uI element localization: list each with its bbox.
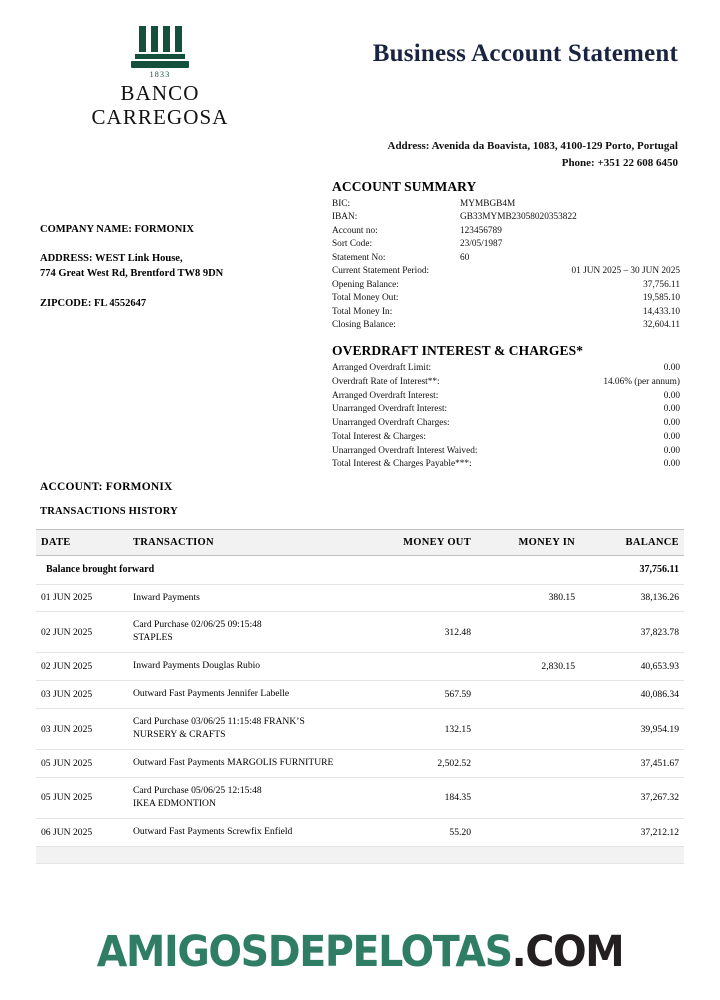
bank-founded-year: 1833 bbox=[149, 70, 171, 79]
table-footer-band bbox=[36, 846, 684, 863]
account-name-line: ACCOUNT: FORMONIX bbox=[40, 481, 173, 493]
brought-forward-label: Balance brought forward bbox=[36, 556, 379, 585]
transaction-balance: 38,136.26 bbox=[587, 584, 684, 612]
transaction-description-line1: Outward Fast Payments Jennifer Labelle bbox=[133, 688, 290, 700]
overdraft-row-label: Unarranged Overdraft Charges: bbox=[332, 418, 450, 428]
classical-column-icon bbox=[131, 26, 189, 68]
transaction-description bbox=[123, 778, 379, 819]
column-header-money-in: MONEY IN bbox=[483, 530, 587, 556]
transaction-description bbox=[123, 709, 379, 750]
transaction-date: 06 JUN 2025 bbox=[36, 818, 123, 846]
account-summary-heading: ACCOUNT SUMMARY bbox=[332, 179, 477, 194]
summary-row-value: 14,433.10 bbox=[642, 306, 680, 317]
table-row bbox=[36, 584, 684, 612]
summary-row-label: Closing Balance: bbox=[332, 320, 396, 331]
transaction-money-out: 132.15 bbox=[379, 709, 483, 750]
summary-row-value: 01 JUN 2025 – 30 JUN 2025 bbox=[571, 266, 680, 277]
bank-name-line2: CARREGOSA bbox=[91, 104, 229, 129]
overdraft-row-value: 14.06% (per annum) bbox=[603, 376, 680, 387]
overdraft-row bbox=[332, 458, 680, 472]
summary-row-label: Current Statement Period: bbox=[332, 266, 430, 277]
transaction-description-line1: Card Purchase 03/06/25 11:15:48 FRANK’S bbox=[133, 716, 305, 728]
transaction-money-out bbox=[379, 653, 483, 681]
transaction-balance: 37,451.67 bbox=[587, 750, 684, 778]
bank-logo bbox=[40, 26, 280, 129]
transaction-description-line1: Outward Fast Payments Screwfix Enfield bbox=[133, 825, 293, 837]
brought-forward-money-in bbox=[483, 556, 587, 585]
overdraft-row-value: 0.00 bbox=[663, 431, 680, 442]
overdraft-row bbox=[332, 403, 680, 417]
watermark-tld-text: .COM bbox=[511, 927, 624, 977]
transaction-date: 05 JUN 2025 bbox=[36, 778, 123, 819]
transactions-history-title: TRANSACTIONS HISTORY bbox=[40, 506, 178, 517]
table-row bbox=[36, 818, 684, 846]
summary-row bbox=[332, 211, 680, 224]
summary-row-label: Total Money Out: bbox=[332, 293, 399, 304]
transaction-description bbox=[123, 612, 379, 653]
column-header-transaction: TRANSACTION bbox=[123, 530, 379, 556]
column-header-money-out: MONEY OUT bbox=[379, 530, 483, 556]
table-footer-band-cell bbox=[36, 846, 684, 863]
transaction-description-line1: Card Purchase 05/06/25 12:15:48 bbox=[133, 785, 262, 796]
summary-row-value: GB33MYMB23058020353822 bbox=[460, 212, 577, 223]
summary-row bbox=[332, 319, 680, 332]
summary-row-value: MYMBGB4M bbox=[460, 199, 516, 209]
overdraft-row-value: 0.00 bbox=[663, 390, 680, 401]
table-row bbox=[36, 709, 684, 750]
transaction-money-in: 380.15 bbox=[483, 584, 587, 612]
overdraft-heading: OVERDRAFT INTEREST & CHARGES* bbox=[332, 343, 584, 358]
summary-row-value: 123456789 bbox=[460, 225, 502, 236]
overdraft-row-label: Total Interest & Charges Payable***: bbox=[332, 459, 472, 470]
overdraft-row-label: Unarranged Overdraft Interest: bbox=[332, 404, 448, 415]
transaction-description bbox=[123, 818, 379, 846]
transaction-date: 02 JUN 2025 bbox=[36, 653, 123, 681]
summary-row-value: 19,585.10 bbox=[642, 293, 680, 304]
transaction-balance: 39,954.19 bbox=[587, 709, 684, 750]
transaction-money-in bbox=[483, 709, 587, 750]
overdraft-row-value: 0.00 bbox=[663, 363, 680, 373]
summary-row-value: 37,756.11 bbox=[643, 279, 680, 290]
transaction-money-out: 55.20 bbox=[379, 818, 483, 846]
account-summary-rows bbox=[332, 198, 680, 333]
table-header-row bbox=[36, 530, 684, 556]
table-row bbox=[36, 612, 684, 653]
brought-forward-balance: 37,756.11 bbox=[587, 556, 684, 585]
summary-row bbox=[332, 198, 680, 211]
overdraft-row-value: 0.00 bbox=[663, 445, 680, 456]
bank-address-line: Address: Avenida da Boavista, 1083, 4100-129 Porto, Portugal bbox=[387, 140, 678, 152]
transaction-money-in: 2,830.15 bbox=[483, 653, 587, 681]
transaction-description-line2: NURSERY & CRAFTS bbox=[133, 729, 226, 741]
transaction-description bbox=[123, 584, 379, 612]
overdraft-row-label: Unarranged Overdraft Interest Waived: bbox=[332, 445, 478, 456]
transaction-date: 02 JUN 2025 bbox=[36, 612, 123, 653]
overdraft-row bbox=[332, 417, 680, 431]
transaction-money-in bbox=[483, 681, 587, 709]
table-row bbox=[36, 681, 684, 709]
transaction-description bbox=[123, 653, 379, 681]
bank-address-block bbox=[388, 138, 679, 172]
summary-row-value: 23/05/1987 bbox=[460, 239, 503, 250]
overdraft-panel bbox=[332, 343, 680, 472]
overdraft-row bbox=[332, 390, 680, 404]
transaction-description-line2: STAPLES bbox=[133, 632, 173, 644]
transaction-money-out: 312.48 bbox=[379, 612, 483, 653]
bank-phone-line: Phone: +351 22 608 6450 bbox=[561, 157, 678, 170]
summary-row bbox=[332, 279, 680, 292]
overdraft-row-value: 0.00 bbox=[663, 418, 680, 428]
summary-row-label: Total Money In: bbox=[332, 306, 393, 317]
summary-row bbox=[332, 306, 680, 319]
overdraft-row bbox=[332, 362, 680, 376]
overdraft-row-label: Arranged Overdraft Interest: bbox=[332, 390, 439, 401]
transaction-date: 03 JUN 2025 bbox=[36, 709, 123, 750]
page-title: Business Account Statement bbox=[372, 40, 678, 67]
overdraft-rows bbox=[332, 362, 680, 472]
transaction-description bbox=[123, 681, 379, 709]
transaction-description-line1: Inward Payments Douglas Rubio bbox=[133, 660, 261, 672]
transaction-balance: 37,267.32 bbox=[587, 778, 684, 819]
transaction-balance: 40,086.34 bbox=[587, 681, 684, 709]
brought-forward-money-out bbox=[379, 556, 483, 585]
transaction-money-in bbox=[483, 612, 587, 653]
transaction-description-line1: Inward Payments bbox=[133, 591, 200, 603]
balance-brought-forward-row bbox=[36, 556, 684, 585]
transaction-description-line1: Card Purchase 02/06/25 09:15:48 bbox=[133, 619, 262, 631]
transaction-balance: 37,212.12 bbox=[587, 818, 684, 846]
overdraft-row-value: 0.00 bbox=[663, 404, 680, 415]
customer-company-name: COMPANY NAME: FORMONIX bbox=[40, 224, 194, 235]
transaction-balance: 37,823.78 bbox=[587, 612, 684, 653]
transaction-money-in bbox=[483, 750, 587, 778]
summary-row-label: Sort Code: bbox=[332, 239, 373, 250]
bank-name-line1: BANCO bbox=[120, 81, 200, 105]
overdraft-row-label: Arranged Overdraft Limit: bbox=[332, 363, 432, 373]
summary-row-label: Statement No: bbox=[332, 252, 386, 263]
table-row bbox=[36, 750, 684, 778]
customer-details bbox=[40, 222, 320, 311]
overdraft-row bbox=[332, 376, 680, 390]
transactions-table bbox=[36, 529, 684, 864]
summary-row-value: 60 bbox=[460, 252, 470, 263]
overdraft-row bbox=[332, 445, 680, 459]
summary-row bbox=[332, 238, 680, 251]
summary-row-label: IBAN: bbox=[332, 212, 358, 223]
customer-address-line2: 774 Great West Rd, Brentford TW8 9DN bbox=[40, 268, 224, 280]
transaction-date: 03 JUN 2025 bbox=[36, 681, 123, 709]
summary-row bbox=[332, 225, 680, 238]
table-row bbox=[36, 778, 684, 819]
overdraft-row-label: Total Interest & Charges: bbox=[332, 431, 426, 442]
summary-row bbox=[332, 292, 680, 305]
transaction-money-out: 2,502.52 bbox=[379, 750, 483, 778]
document-header bbox=[0, 0, 720, 130]
overdraft-row-label: Overdraft Rate of Interest**: bbox=[332, 376, 440, 387]
summary-row bbox=[332, 252, 680, 265]
transaction-date: 01 JUN 2025 bbox=[36, 584, 123, 612]
customer-address-line1: ADDRESS: WEST Link House, bbox=[40, 253, 183, 265]
summary-row-value: 32,604.11 bbox=[643, 320, 680, 331]
transactions-table-body bbox=[36, 556, 684, 864]
transaction-money-in bbox=[483, 818, 587, 846]
transaction-money-out: 184.35 bbox=[379, 778, 483, 819]
transaction-date: 05 JUN 2025 bbox=[36, 750, 123, 778]
column-header-date: DATE bbox=[36, 530, 123, 556]
column-header-balance: BALANCE bbox=[587, 530, 684, 556]
watermark-main-text: AMIGOSDEPELOTAS bbox=[96, 927, 512, 977]
transaction-balance: 40,653.93 bbox=[587, 653, 684, 681]
overdraft-row-value: 0.00 bbox=[663, 459, 680, 470]
transaction-description bbox=[123, 750, 379, 778]
transaction-description-line1: Outward Fast Payments MARGOLIS FURNITURE bbox=[133, 757, 334, 769]
account-summary-panel bbox=[332, 179, 680, 333]
transaction-money-out bbox=[379, 584, 483, 612]
customer-zipcode: ZIPCODE: FL 4552647 bbox=[40, 297, 147, 309]
overdraft-row bbox=[332, 431, 680, 445]
site-watermark bbox=[29, 927, 691, 977]
table-row bbox=[36, 653, 684, 681]
summary-row bbox=[332, 265, 680, 278]
transaction-money-out: 567.59 bbox=[379, 681, 483, 709]
transaction-money-in bbox=[483, 778, 587, 819]
summary-row-label: BIC: bbox=[332, 199, 351, 209]
transaction-description-line2: IKEA EDMONTION bbox=[133, 797, 216, 809]
summary-row-label: Opening Balance: bbox=[332, 279, 399, 290]
summary-row-label: Account no: bbox=[332, 225, 378, 236]
